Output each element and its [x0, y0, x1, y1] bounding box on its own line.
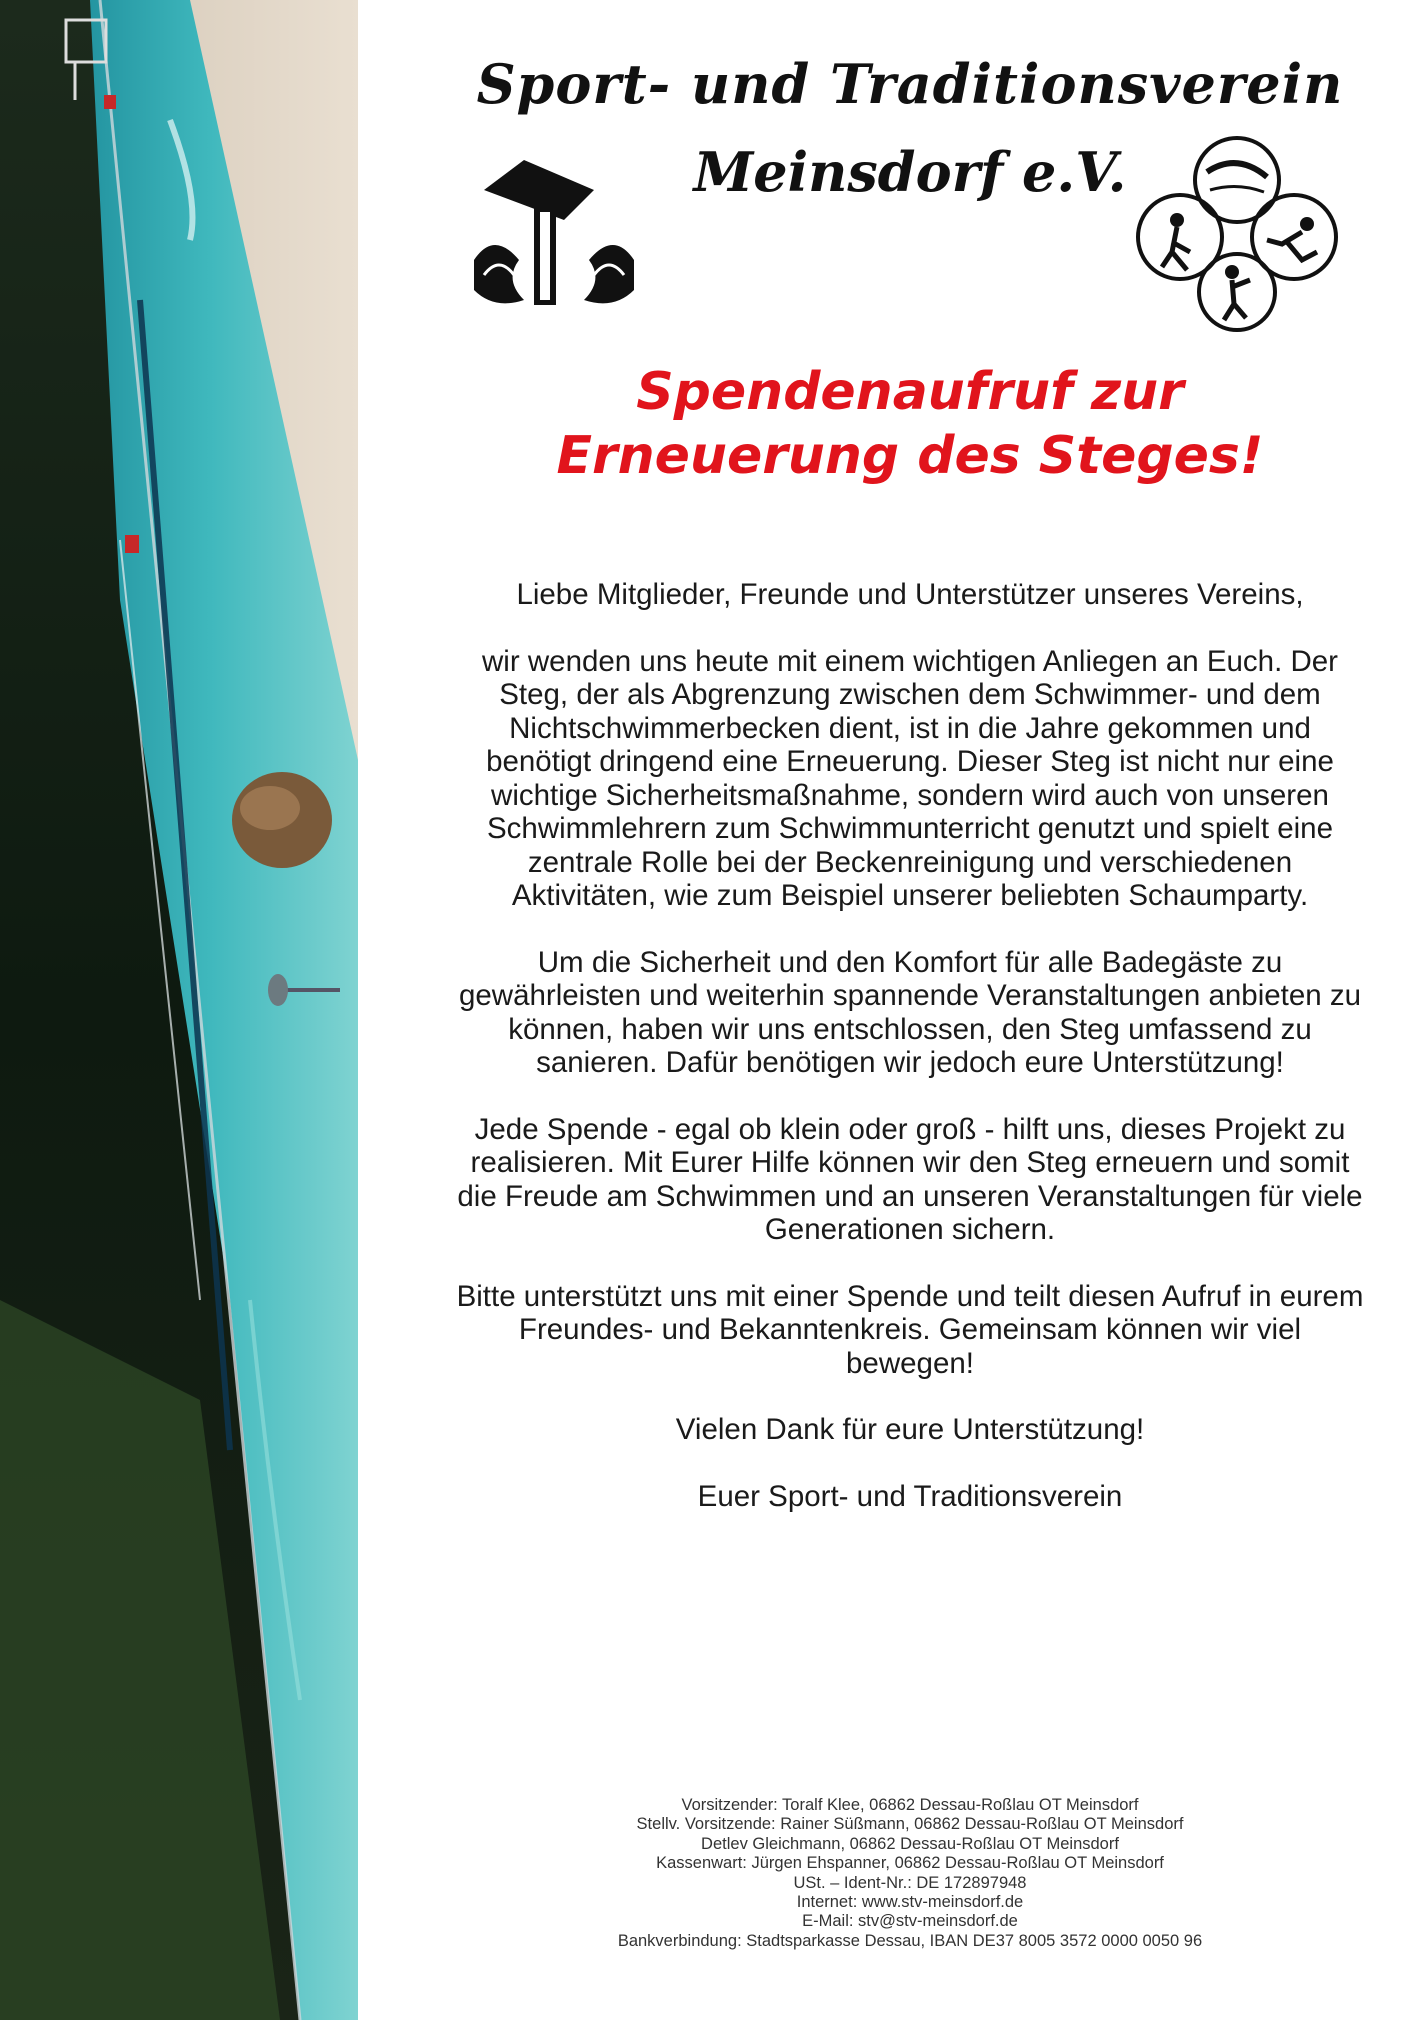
footer-tax-id: USt. – Ident-Nr.: DE 172897948 — [793, 1873, 1027, 1892]
paragraph-3: Jede Spende - egal ob klein oder groß - hilft uns, dieses Projekt zu realisieren. Mit Eurer Hilfe können wir den Steg erneuern und somit die Freude am Schwimmen und an unseren Veranstaltungen für viele Generationen sichern. — [457, 1112, 1363, 1246]
club-name-line2: Meinsdorf e.V. — [693, 140, 1127, 204]
club-name-line1: Sport- und Traditionsverein — [476, 52, 1344, 116]
footer-chair: Vorsitzender: Toralf Klee, 06862 Dessau-Roßlau OT Meinsdorf — [681, 1796, 1139, 1814]
footer-vice-chair: Stellv. Vorsitzende: Rainer Süßmann, 06862 Dessau-Roßlau OT Meinsdorf — [636, 1815, 1184, 1834]
signature: Euer Sport- und Traditionsverein — [697, 1479, 1123, 1513]
paragraph-1: wir wenden uns heute mit einem wichtigen Anliegen an Euch. Der Steg, der als Abgrenzung zwischen dem Schwimmer- und dem Nichtschwimmerbecken dient, ist in die Jahre gekommen und benötigt dringend eine Erneuerung. Dieser Steg ist nicht nur eine wichtige Sicherheitsmaßnahme, sondern wird auch von unseren Schwimmlehrern zum Schwimmunterricht genutzt und spielt eine zentrale Rolle bei der Beckenreinigung und verschiedenen Aktivitäten, wie zum Beispiel unserer beliebten Schaumparty. — [482, 644, 1338, 912]
greeting: Liebe Mitglieder, Freunde und Unterstützer unseres Vereins, — [516, 578, 1304, 611]
sports-rings-logo-icon — [1132, 132, 1342, 332]
hammer-oak-logo-icon — [464, 150, 644, 325]
pool-photo — [0, 0, 358, 2020]
paragraph-2: Um die Sicherheit und den Komfort für alle Badegäste zu gewährleisten und weiterhin spannende Veranstaltungen anbieten zu können, haben wir uns entschlossen, den Steg umfassend zu sanieren. Dafür benötigen wir jedoch eure Unterstützung! — [458, 945, 1362, 1079]
footer-treasurer: Kassenwart: Jürgen Ehspanner, 06862 Dessau-Roßlau OT Meinsdorf — [656, 1854, 1164, 1873]
footer-bank: Bankverbindung: Stadtsparkasse Dessau, IBAN DE37 8005 3572 0000 0050 96 — [617, 1931, 1203, 1950]
appeal-title-line1: Spendenaufruf zur — [636, 362, 1184, 422]
footer-internet-link[interactable]: Internet: www.stv-meinsdorf.de — [796, 1893, 1024, 1912]
paragraph-4: Bitte unterstützt uns mit einer Spende und teilt diesen Aufruf in eurem Freundes- und Bekanntenkreis. Gemeinsam können wir viel bewegen! — [456, 1279, 1364, 1380]
footer-member: Detlev Gleichmann, 06862 Dessau-Roßlau OT Meinsdorf — [701, 1834, 1119, 1853]
thanks: Vielen Dank für eure Unterstützung! — [675, 1413, 1145, 1446]
appeal-title — [470, 360, 1350, 488]
appeal-title-line2: Erneuerung des Steges! — [556, 426, 1264, 486]
footer-email-link[interactable]: E-Mail: stv@stv-meinsdorf.de — [802, 1912, 1018, 1931]
footer-contact — [470, 1796, 1350, 1951]
letter-body — [455, 578, 1365, 1546]
